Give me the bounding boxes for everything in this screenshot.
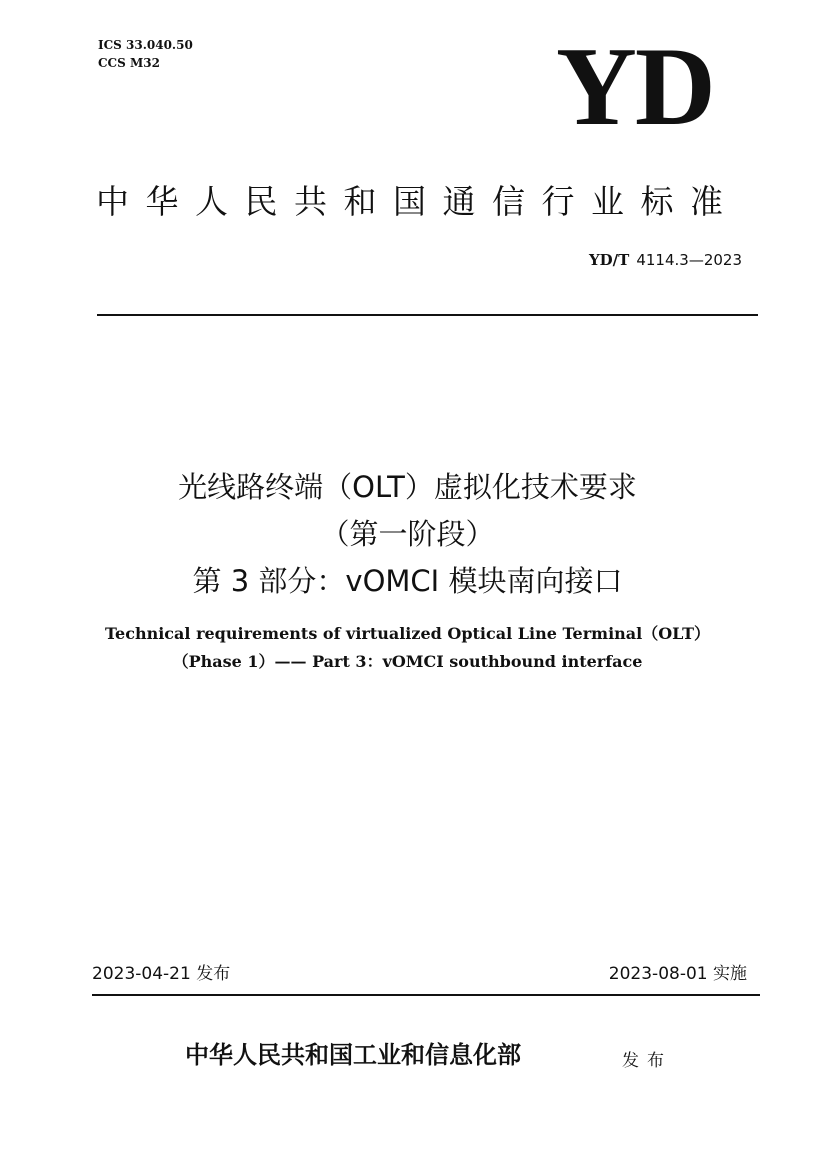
top-divider: [97, 314, 758, 316]
classification-codes: [98, 36, 193, 72]
title-cn-line-1: 光线路终端（OLT）虚拟化技术要求: [178, 470, 637, 504]
standard-number-value: 4114.3—2023: [636, 251, 742, 269]
bottom-divider: [92, 994, 760, 996]
standard-type-heading: 中华人民共和国通信行业标准: [96, 182, 740, 221]
title-cn-line-3: 第 3 部分：vOMCI 模块南向接口: [192, 564, 623, 598]
title-cn-line-2: （第一阶段）: [320, 517, 495, 551]
title-en-line-2: （Phase 1）—— Part 3：vOMCI southbound interface: [172, 652, 643, 671]
standard-prefix: YD/T: [588, 251, 630, 269]
implement-date: 2023-08-01 实施: [608, 964, 747, 984]
title-en-line-1: Technical requirements of virtualized Optical Line Terminal（OLT）: [104, 624, 711, 643]
issue-label: 发布: [622, 1051, 672, 1071]
standard-number: [589, 250, 742, 270]
issuing-authority: 中华人民共和国工业和信息化部: [185, 1040, 521, 1069]
ccs-code: CCS M32: [98, 56, 160, 70]
ics-code: ICS 33.040.50: [98, 38, 193, 52]
yd-logo: YD: [556, 25, 714, 149]
publish-date: 2023-04-21 发布: [92, 964, 231, 984]
